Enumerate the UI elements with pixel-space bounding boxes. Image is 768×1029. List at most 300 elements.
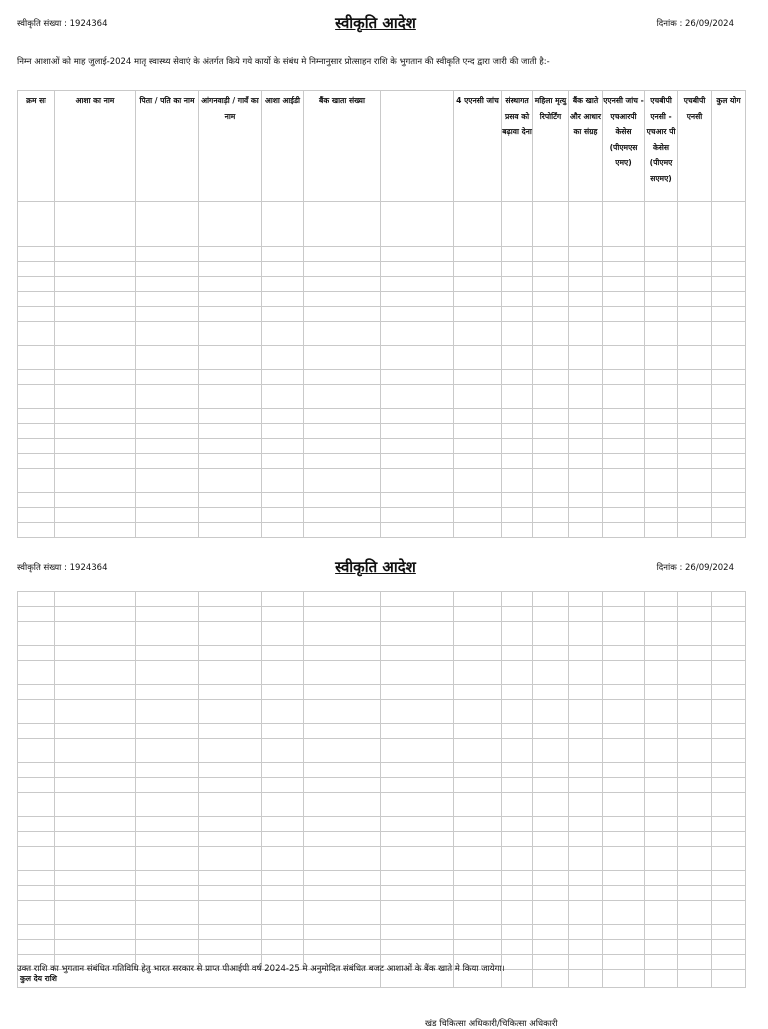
table-cell [55,817,136,832]
table-cell [533,940,569,955]
col-serial: क्रम सः [18,91,55,202]
table-cell [55,661,136,685]
table-cell [678,925,712,940]
table-cell [18,409,55,424]
table-cell [603,763,645,778]
table-cell [55,940,136,955]
table-cell [262,469,304,493]
table-cell [454,493,502,508]
table-cell [569,763,603,778]
table-cell [712,292,746,307]
table-row [18,763,746,778]
table-cell [454,454,502,469]
table-cell [678,508,712,523]
table-cell [18,607,55,622]
table-cell [454,739,502,763]
table-cell [645,607,678,622]
table-cell [645,523,678,538]
table-cell [569,322,603,346]
col-maternal-death-reporting: महिला मृत्यु रिपोर्टिंग [533,91,569,202]
table-cell [262,322,304,346]
table-cell [712,523,746,538]
table-cell [712,646,746,661]
table-cell [678,454,712,469]
table-cell [381,247,454,262]
table-cell [533,277,569,292]
table-cell [55,385,136,409]
table-cell [678,469,712,493]
table-cell [381,322,454,346]
table-cell [454,847,502,871]
table-cell [136,424,199,439]
table-cell [645,370,678,385]
table-cell [199,622,262,646]
table-cell [603,370,645,385]
table-cell [454,247,502,262]
table-cell [645,622,678,646]
table-cell [645,439,678,454]
table-cell [533,661,569,685]
table-cell [502,607,533,622]
table-cell [533,409,569,424]
table-cell [55,724,136,739]
table-cell [199,901,262,925]
table-cell [18,817,55,832]
table-cell [678,439,712,454]
table-cell [136,370,199,385]
table-cell [136,454,199,469]
table-cell [18,346,55,370]
table-cell [136,469,199,493]
table-cell [502,307,533,322]
table-cell [533,793,569,817]
table-row [18,901,746,925]
table-cell [502,277,533,292]
table-cell [55,739,136,763]
table-cell [55,607,136,622]
table-cell [712,940,746,955]
table-cell [502,523,533,538]
table-cell [199,370,262,385]
table-row [18,346,746,370]
table-cell [603,724,645,739]
table-cell [304,469,381,493]
table-cell [569,277,603,292]
table-cell [533,871,569,886]
table-cell [304,277,381,292]
table-cell [304,322,381,346]
table-cell [55,700,136,724]
table-cell [603,385,645,409]
table-cell [381,661,454,685]
table-cell [533,508,569,523]
table-cell [678,307,712,322]
table-cell [712,817,746,832]
table-cell [454,700,502,724]
table-cell [304,454,381,469]
table-cell [18,385,55,409]
table-cell [262,424,304,439]
table-cell [304,439,381,454]
table-cell [712,262,746,277]
table-cell [262,817,304,832]
intro-paragraph: निम्न आशाओं को माह जुलाई-2024 मातृ स्वास्थ्य सेवाएं के अंतर्गत किये गये कार्यो के संबंध मे निम्नानुसार प्रोत्साहन राशि के भुगतान की स्वीकृति एन्द द्वारा जारी की जाती है:- [17,57,550,67]
table-cell [199,322,262,346]
table-cell [199,832,262,847]
table-cell [381,793,454,817]
table-cell [18,322,55,346]
page-title: स्वीकृति आदेश [335,558,416,576]
table-cell [454,607,502,622]
table-cell [18,925,55,940]
table-cell [381,739,454,763]
table-cell [199,700,262,724]
table-cell [569,262,603,277]
table-cell [678,370,712,385]
table-cell [569,739,603,763]
table-cell [199,202,262,247]
table-cell [199,940,262,955]
table-cell [18,493,55,508]
table-cell [136,832,199,847]
col-anganwadi-village: आंगनवाड़ी / गावँ का नाम [199,91,262,202]
table-cell [502,409,533,424]
table-cell [454,901,502,925]
table-cell [569,622,603,646]
table-cell [502,925,533,940]
table-cell [712,901,746,925]
table-cell [502,247,533,262]
table-cell [645,307,678,322]
table-cell [199,493,262,508]
table-cell [678,409,712,424]
table-cell [136,763,199,778]
table-row [18,778,746,793]
table-cell [569,346,603,370]
table-row [18,409,746,424]
table-cell [18,739,55,763]
table-cell [645,763,678,778]
table-cell [712,685,746,700]
table-cell [533,646,569,661]
table-cell [678,661,712,685]
table-cell [136,523,199,538]
table-cell [533,493,569,508]
table-cell [569,508,603,523]
table-cell [712,661,746,685]
payment-note: उक्त राशि का भुगतान संबंधित गतिविधि हेतु भारत सरकार से प्राप्त पीआईपी वर्ष 2024-25 मे अनुमोदित संबंधित बजट आशाओं के बैंक खाते मे किया जायेगा। [17,964,505,974]
table-cell [645,661,678,685]
table-cell [136,685,199,700]
table-row [18,925,746,940]
table-cell [381,622,454,646]
table-cell [712,778,746,793]
table-cell [262,793,304,817]
table-cell [569,469,603,493]
table-cell [645,778,678,793]
table-cell [533,925,569,940]
table-cell [262,778,304,793]
table-cell [678,322,712,346]
table-cell [262,940,304,955]
table-cell [304,763,381,778]
table-cell [381,778,454,793]
table-cell [304,871,381,886]
table-cell [262,370,304,385]
table-cell [55,871,136,886]
table-cell [502,847,533,871]
table-cell [136,307,199,322]
table-cell [502,346,533,370]
table-cell [454,646,502,661]
table-cell [136,592,199,607]
table-cell [18,523,55,538]
table-cell [678,592,712,607]
table-cell [136,439,199,454]
table-cell [55,793,136,817]
table-cell [381,202,454,247]
table-row [18,940,746,955]
table-cell [712,739,746,763]
table-cell [533,469,569,493]
table-cell [18,901,55,925]
table-cell [645,832,678,847]
table-cell [603,346,645,370]
table-cell [381,409,454,424]
table-cell [199,247,262,262]
table-cell [502,370,533,385]
table-cell [199,409,262,424]
table-cell [55,832,136,847]
table-cell [454,409,502,424]
table-cell [454,778,502,793]
table-cell [55,901,136,925]
table-cell [381,685,454,700]
table-cell [18,724,55,739]
table-cell [678,793,712,817]
table-cell [603,592,645,607]
table-cell [136,508,199,523]
table-cell [381,307,454,322]
table-cell [55,277,136,292]
table-cell [502,622,533,646]
table-cell [304,202,381,247]
table-cell [304,646,381,661]
table-cell [381,469,454,493]
table-cell [136,292,199,307]
table-cell [136,622,199,646]
table-cell [603,454,645,469]
table-row [18,724,746,739]
table-cell [603,277,645,292]
table-cell [304,847,381,871]
table-cell [645,847,678,871]
table-cell [18,886,55,901]
col-asha-id: आशा आईडी [262,91,304,202]
table-cell [55,493,136,508]
col-hbpnc-hrp-cases: एचबीपी एनसी - एचआर पी केसेस (पीएमए सएमए) [645,91,678,202]
table-cell [502,646,533,661]
table-cell [381,523,454,538]
table-cell [533,247,569,262]
table-cell [533,262,569,277]
table-cell [454,307,502,322]
table-cell [199,508,262,523]
table-cell [136,793,199,817]
table-cell [262,700,304,724]
table-cell [678,646,712,661]
table-cell [454,832,502,847]
table-cell [18,508,55,523]
table-cell [678,247,712,262]
table-cell [603,847,645,871]
table-cell [454,292,502,307]
table-cell [569,493,603,508]
table-cell [569,424,603,439]
table-cell [262,385,304,409]
table-cell [502,202,533,247]
table-cell [304,739,381,763]
table-cell [569,925,603,940]
table-cell [678,385,712,409]
table-cell [645,409,678,424]
table-cell [502,832,533,847]
table-cell [712,409,746,424]
table-cell [502,508,533,523]
table-row [18,622,746,646]
table-cell [569,901,603,925]
table-cell [262,439,304,454]
table-cell [678,523,712,538]
table-cell [569,886,603,901]
table-cell [454,346,502,370]
table-cell [569,646,603,661]
table-cell [18,700,55,724]
table-cell [502,424,533,439]
table-cell [502,469,533,493]
table-cell [712,307,746,322]
table-cell [304,424,381,439]
table-cell [381,832,454,847]
table-cell [678,262,712,277]
col-bank-account: बैंक खाता संख्या [304,91,381,202]
table-cell [199,523,262,538]
table-cell [603,607,645,622]
table-cell [304,925,381,940]
table-cell [645,685,678,700]
table-cell [569,439,603,454]
table-row [18,469,746,493]
table-cell [381,508,454,523]
table-cell [304,817,381,832]
sanction-number: स्वीकृति संख्या : 1924364 [17,563,108,573]
table-cell [569,370,603,385]
table-cell [304,940,381,955]
table-cell [645,247,678,262]
table-cell [502,454,533,469]
table-cell [304,901,381,925]
table-cell [678,724,712,739]
table-cell [262,847,304,871]
table-cell [18,646,55,661]
table-cell [136,778,199,793]
table-cell [381,592,454,607]
table-cell [262,454,304,469]
page-title: स्वीकृति आदेश [335,14,416,32]
table-cell [55,523,136,538]
table-cell [381,424,454,439]
table-cell [712,592,746,607]
table-cell [55,646,136,661]
col-total: कुल योग [712,91,746,202]
table-cell [136,901,199,925]
table-cell [712,202,746,247]
table-cell [262,607,304,622]
table-cell [55,307,136,322]
table-row [18,739,746,763]
table-cell [603,940,645,955]
table-cell [55,292,136,307]
table-cell [262,292,304,307]
table-cell [199,424,262,439]
table-cell [603,901,645,925]
table-cell [569,409,603,424]
table-cell [304,832,381,847]
signature-line: खंड चिकित्सा अधिकारी/चिकित्सा अधिकारी [425,1019,558,1029]
table-cell [533,322,569,346]
table-cell [502,262,533,277]
table-cell [199,307,262,322]
table-row [18,646,746,661]
table-cell [645,277,678,292]
table-cell [645,454,678,469]
table-cell [18,262,55,277]
table-cell [678,847,712,871]
col-blank [381,91,454,202]
table-cell [262,202,304,247]
table-cell [712,871,746,886]
col-bank-aadhaar-collection: बैंक खाते और आधार का संग्रह [569,91,603,202]
table-cell [262,247,304,262]
table-cell [678,778,712,793]
table-cell [199,739,262,763]
table-cell [533,685,569,700]
table-cell [533,886,569,901]
table-cell [304,508,381,523]
col-institutional-delivery: संस्थागत प्रसव को बढ़ावा देना [502,91,533,202]
table-cell [678,685,712,700]
table-cell [645,940,678,955]
table-cell [304,685,381,700]
table-cell [569,940,603,955]
table-cell [712,622,746,646]
table-cell [18,277,55,292]
table-cell [502,322,533,346]
table-cell [262,277,304,292]
table-cell [533,385,569,409]
table-cell [569,832,603,847]
table-cell [712,469,746,493]
table-cell [136,724,199,739]
table-cell [18,424,55,439]
table-cell [603,817,645,832]
table-cell [569,724,603,739]
table-cell [199,871,262,886]
table-row [18,871,746,886]
table-row [18,847,746,871]
table-cell [678,493,712,508]
table-cell [712,322,746,346]
